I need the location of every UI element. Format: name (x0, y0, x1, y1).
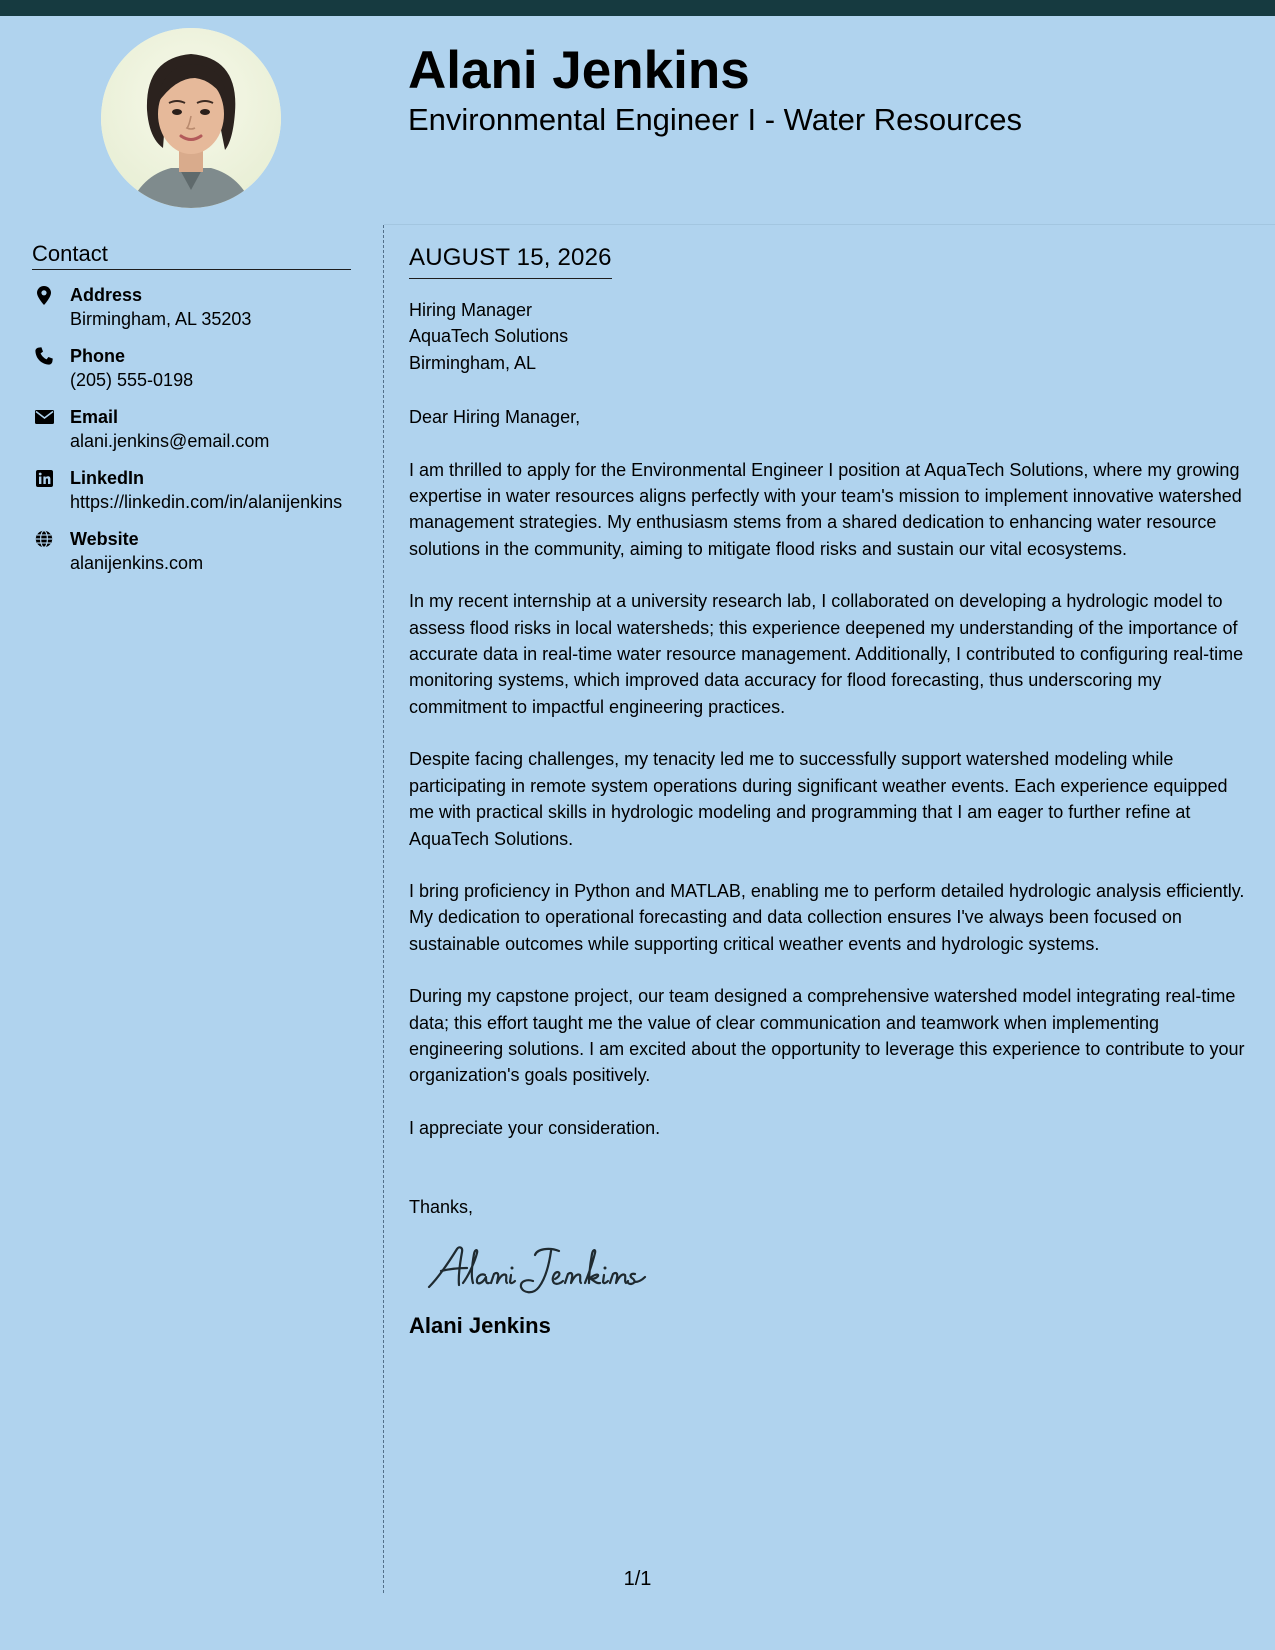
handwritten-signature (423, 1235, 1249, 1299)
contact-item-website (32, 527, 351, 575)
envelope-icon (32, 407, 56, 427)
recipient-line: Hiring Manager (409, 300, 533, 320)
signer-name: Alani Jenkins (409, 1312, 551, 1338)
recipient-line: Birmingham, AL (409, 352, 537, 373)
contact-sidebar (32, 241, 351, 588)
letter-body (409, 241, 1249, 1341)
top-accent-bar (0, 0, 1275, 16)
page-number: 1/1 (623, 1568, 652, 1590)
recipient-line: AquaTech Solutions (409, 326, 569, 347)
recipient-block (409, 297, 1249, 376)
phone-icon (32, 346, 56, 366)
letter-paragraph: In my recent internship at a university research lab, I collaborated on developing a hydrologic model to assess flood risks in local watersheds; this experience deepened my understanding of the importance of accurate data in real-time water resource management. Additionally, I contributed to configuring real-time monitoring systems, which improved data accuracy for flood forecasting, thus underscoring my commitment to impactful engineering practices. (409, 591, 1244, 717)
contact-item-email (32, 405, 351, 453)
contact-label: Email (70, 407, 119, 428)
contact-item-phone (32, 344, 351, 392)
contact-label: Website (70, 529, 139, 550)
candidate-name: Alani Jenkins (408, 41, 750, 100)
website-value: alanijenkins.com (70, 553, 204, 574)
profile-photo (101, 28, 281, 208)
linkedin-icon (32, 468, 56, 488)
letter-paragraph: During my capstone project, our team designed a comprehensive watershed model integrating real-time data; this effort taught me the value of clear communication and teamwork when implementing engineering solutions. I am excited about the opportunity to leverage this experience to contribute to your organization's goals positively. (409, 986, 1245, 1086)
address-value: Birmingham, AL 35203 (70, 309, 252, 330)
phone-value: (205) 555-0198 (70, 370, 194, 391)
column-divider (383, 225, 384, 1593)
contact-label: Address (70, 285, 143, 306)
globe-icon (32, 529, 56, 549)
email-value: alani.jenkins@email.com (70, 431, 270, 452)
map-pin-icon (32, 285, 56, 305)
closing: Thanks, (409, 1197, 474, 1218)
contact-label: LinkedIn (70, 468, 145, 489)
contact-item-address (32, 283, 351, 331)
header (0, 16, 1275, 225)
salutation: Dear Hiring Manager, (409, 407, 581, 428)
contact-list (32, 283, 351, 575)
header-divider (384, 224, 1275, 225)
contact-heading: Contact (32, 241, 351, 270)
contact-label: Phone (70, 346, 126, 367)
letter-paragraph: I appreciate your consideration. (409, 1117, 661, 1138)
letter-date: AUGUST 15, 2026 (409, 241, 612, 279)
job-title: Environmental Engineer I - Water Resources (408, 102, 1022, 137)
linkedin-value: https://linkedin.com/in/alanijenkins (70, 492, 343, 513)
contact-item-linkedin (32, 466, 351, 514)
letter-paragraph: Despite facing challenges, my tenacity led me to successfully support watershed modeling while participating in remote system operations during significant weather events. Each experience equipped me with practical skills in hydrologic modeling and programming that I am eager to further refine at AquaTech Solutions. (409, 749, 1228, 849)
letter-paragraph: I am thrilled to apply for the Environmental Engineer I position at AquaTech Solutions, where my growing expertise in water resources aligns perfectly with your team's mission to implement innovative watershed management strategies. My enthusiasm stems from a shared dedication to enhancing water resource solutions in the community, aiming to mitigate flood risks and sustain our vital ecosystems. (409, 459, 1242, 559)
letter-paragraph: I bring proficiency in Python and MATLAB, enabling me to perform detailed hydrologic analysis efficiently. My dedication to operational forecasting and data collection ensures I've always been focused on sustainable outcomes while supporting critical weather events and hydrologic systems. (409, 880, 1245, 954)
